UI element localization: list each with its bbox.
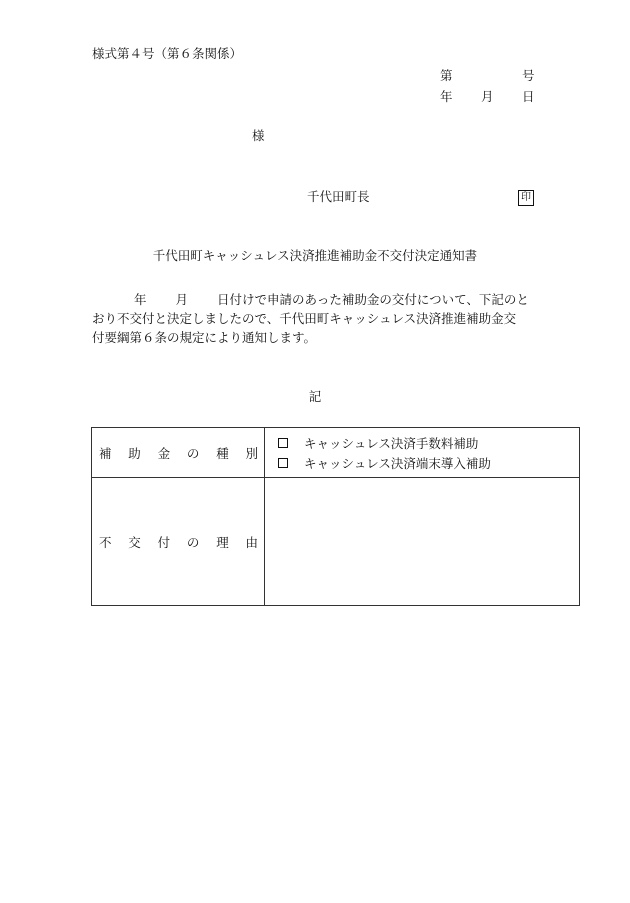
seal-mark: 印 (518, 190, 534, 206)
option-fee-subsidy[interactable] (265, 433, 579, 453)
issuer-name: 千代田町長 (307, 189, 370, 204)
checkbox-icon[interactable] (278, 458, 288, 468)
label-char: 種 (216, 445, 229, 461)
label-char: の (186, 534, 200, 550)
label-char: 不 (99, 534, 112, 550)
notice-body (92, 290, 552, 347)
document-date-row (440, 91, 536, 112)
subsidy-type-label (92, 444, 264, 462)
table-row-subsidy-type (92, 428, 580, 478)
body-month: 月 (175, 292, 189, 307)
reason-content-cell[interactable] (265, 478, 580, 606)
label-char: 補 (99, 445, 112, 461)
label-char: 助 (128, 445, 141, 461)
date-month: 月 (481, 89, 494, 104)
subsidy-type-options-cell (265, 428, 580, 478)
reason-label-cell (92, 478, 265, 606)
date-year: 年 (440, 89, 453, 104)
option-terminal-subsidy[interactable] (265, 453, 579, 473)
checkbox-icon[interactable] (278, 438, 288, 448)
label-char: 別 (245, 445, 258, 461)
label-char: 交 (128, 534, 141, 550)
option-label: キャッシュレス決済端末導入補助 (304, 455, 491, 471)
subsidy-type-label-cell (92, 428, 265, 478)
reason-label (92, 533, 264, 551)
document-number-block (440, 70, 536, 112)
form-number-label: 様式第４号（第６条関係） (92, 46, 243, 61)
body-line-2: おり不交付と決定しましたので、千代田町キャッシュレス決済推進補助金交 (92, 311, 517, 326)
label-char: 由 (245, 534, 258, 550)
table-row-reason (92, 478, 580, 606)
label-char: 金 (157, 445, 171, 461)
number-go: 号 (522, 68, 535, 83)
document-number-row (440, 70, 536, 91)
body-year: 年 (134, 292, 147, 307)
record-table (91, 427, 580, 606)
number-dai: 第 (440, 68, 453, 83)
label-char: 付 (157, 534, 171, 550)
ki-heading: 記 (308, 389, 322, 404)
label-char: の (186, 445, 200, 461)
addressee-suffix: 様 (252, 128, 265, 143)
document-title: 千代田町キャッシュレス決済推進補助金不交付決定通知書 (152, 248, 478, 263)
date-day: 日 (522, 89, 535, 104)
body-line-1-text: 日付けで申請のあった補助金の交付について、下記のと (217, 292, 529, 307)
option-label: キャッシュレス決済手数料補助 (304, 435, 479, 451)
label-char: 理 (216, 534, 229, 550)
body-line-1 (92, 290, 552, 309)
body-line-3: 付要綱第６条の規定により通知します。 (92, 330, 317, 345)
